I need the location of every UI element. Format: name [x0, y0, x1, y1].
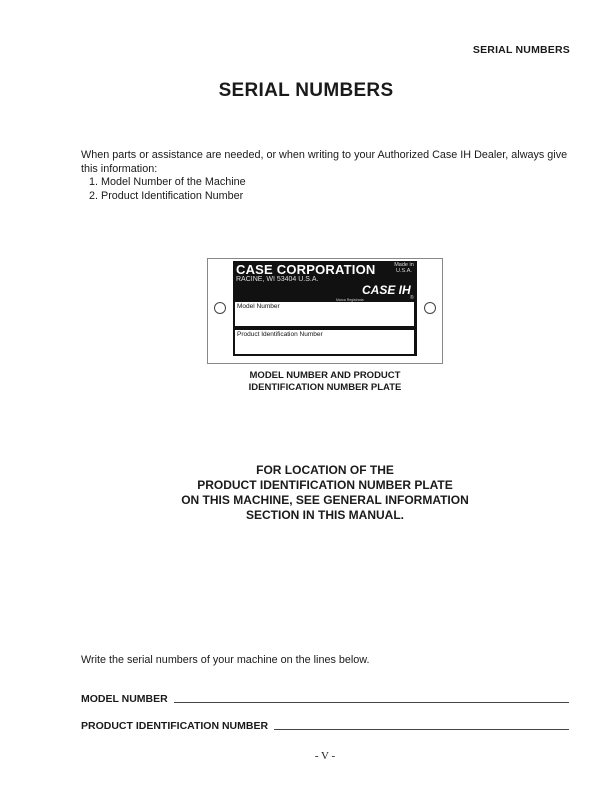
- info-list-item-model: 1. Model Number of the Machine: [89, 176, 246, 188]
- plate-caption-line: IDENTIFICATION NUMBER PLATE: [248, 382, 402, 393]
- intro-text: When parts or assistance are needed, or when writing to your Authorized Case IH Dealer, always give this information:: [81, 149, 568, 175]
- page-title: SERIAL NUMBERS: [218, 80, 394, 101]
- plate-model-number-label: Model Number: [237, 303, 280, 310]
- model-number-label: MODEL NUMBER: [81, 693, 168, 705]
- info-list: [81, 176, 581, 203]
- mounting-hole-left-icon: [214, 302, 226, 314]
- pin-write-line: [274, 729, 569, 730]
- plate-address: RACINE, WI 53404 U.S.A.: [236, 276, 319, 283]
- pin-label: PRODUCT IDENTIFICATION NUMBER: [81, 720, 269, 732]
- plate-company-name: CASE CORPORATION: [236, 262, 376, 277]
- plate-caption-line: MODEL NUMBER AND PRODUCT: [249, 370, 401, 381]
- plate-made-in: Made in U.S.A.: [394, 262, 414, 274]
- location-note-line: ON THIS MACHINE, SEE GENERAL INFORMATION: [181, 493, 469, 507]
- plate-pin-label: Product Identification Number: [237, 331, 323, 338]
- pin-row: [81, 718, 569, 732]
- model-number-write-line: [174, 702, 569, 703]
- registered-mark: ®: [410, 295, 414, 301]
- location-note-line: PRODUCT IDENTIFICATION NUMBER PLATE: [197, 478, 453, 492]
- plate-registered-text: Marca Registrada: [336, 298, 364, 302]
- location-note-line: FOR LOCATION OF THE: [256, 463, 394, 477]
- location-note-line: SECTION IN THIS MANUAL.: [246, 508, 404, 522]
- plate-model-number-field: [235, 302, 414, 326]
- mounting-hole-right-icon: [424, 302, 436, 314]
- plate-pin-field: [235, 330, 414, 354]
- instruction-text: Write the serial numbers of your machine on the lines below.: [81, 654, 370, 666]
- intro-section: [81, 149, 581, 203]
- running-head: SERIAL NUMBERS: [472, 44, 570, 56]
- case-ih-logo: CASE IH: [362, 283, 411, 297]
- info-list-item-pin: 2. Product Identification Number: [89, 189, 244, 202]
- model-number-row: [81, 691, 569, 705]
- location-note: [0, 463, 612, 523]
- plate-caption: [0, 370, 612, 394]
- page-number: - V -: [314, 750, 336, 762]
